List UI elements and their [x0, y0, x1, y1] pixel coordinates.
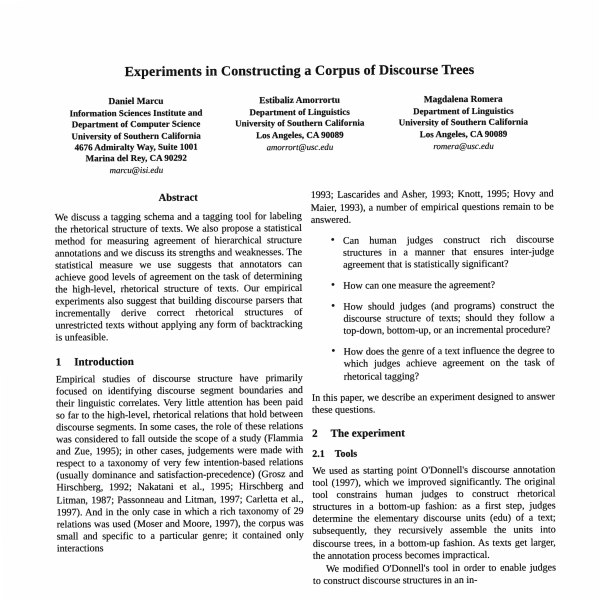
paper-statement-paragraph: In this paper, we describe an experiment designed to answer these questions.: [311, 391, 555, 416]
author-affiliation-line: University of Southern California: [71, 130, 201, 142]
bullet-item: [332, 346, 555, 384]
author-block: [381, 95, 545, 153]
author-name: Daniel Marcu: [108, 96, 164, 108]
section-title: The experiment: [330, 427, 405, 440]
modified-tool-paragraph: We modified O'Donnell's tool in order to enable judges to construct discourse structures in an in-: [313, 562, 556, 587]
author-affiliation-line: University of Southern California: [398, 117, 529, 128]
author-name: Magdalena Romera: [423, 94, 503, 106]
author-affiliation-line: Los Angeles, CA 90089: [256, 129, 344, 140]
bullet-text: How does the genre of a text influence the degree to which judges achieve agreement on the task of rhetorical tagging?: [343, 345, 555, 383]
author-email: romera@usc.edu: [433, 140, 494, 151]
bullet-icon: [332, 346, 336, 358]
research-questions-list: [311, 234, 555, 383]
authors-row: [54, 95, 545, 177]
section-number: 1: [55, 356, 62, 369]
introduction-paragraph: Empirical studies of discourse structure have primarily focused on identifying discourse segment boundaries and their linguistic correlates. Very little attention has been paid so far to the high-level, rhetorical relations that hold between discourse segments. In some cases, the role of these relations was considered to fall outside the scope of a study (Flammia and Zue, 1995); in other cases, judgements were made with respect to a taxonomy of very few intention-based relations (usually dominance and satisfaction-precedence) (Grosz and Hirschberg, 1992; Nakatani et al., 1995; Hirschberg and Litman, 1987; Passonneau and Litman, 1997; Carletta et al., 1997). And in the only case in which a rich taxonomy of 29 relations was used (Moser and Moore, 1997), the corpus was small and specific to a particular genre; it contained only interactions: [55, 372, 304, 555]
author-affiliation-line: Marina del Rey, CA 90292: [85, 152, 187, 164]
section-number: 2.1: [312, 448, 325, 460]
author-email: marcu@isi.edu: [109, 165, 164, 176]
column-left: [55, 190, 304, 590]
abstract-text: We discuss a tagging schema and a tagging tool for labeling the rhetorical structure of texts. We also propose a statistical method for measuring agreement of hierarchical structure annotations and we discuss its strengths and weaknesses. The statistical measure we use suggests that annotators can achieve good levels of agreement on the task of determining the high-level, rhetorical structure of texts. Our empirical experiments also suggest that building discourse parsers that incrementally derive correct rhetorical structures of unrestricted texts without applying any form of backtracking is unfeasible.: [54, 210, 303, 344]
author-block: [218, 95, 382, 153]
section-heading-experiment: [312, 426, 555, 440]
author-affiliation-line: Department of Linguistics: [249, 106, 350, 118]
continuation-paragraph: 1993; Lascarides and Asher, 1993; Knott, 1995; Hovy and Maier, 1993), a number of empirical questions remain to be answered.: [310, 188, 554, 226]
bullet-text: How can one measure the agreement?: [343, 279, 496, 292]
section-heading-introduction: [56, 355, 303, 369]
bullet-text: Can human judges construct rich discourse structures in a manner that ensures inter-judge agreement that is statistically significant?: [342, 234, 555, 271]
author-affiliation-line: Information Sciences Institute and: [69, 107, 203, 119]
bullet-text: How should judges (and programs) construct the discourse structure of texts; should they follow a top-down, bottom-up, or an incremental procedure?: [343, 300, 555, 338]
author-block: [54, 96, 218, 176]
author-affiliation-line: Department of Computer Science: [71, 119, 201, 130]
bullet-icon: [331, 280, 335, 292]
bullet-item: [331, 279, 554, 292]
column-right: [311, 189, 556, 589]
section-number: 2: [312, 427, 318, 440]
section-title: Tools: [334, 448, 358, 460]
author-affiliation-line: Los Angeles, CA 90089: [419, 128, 508, 139]
author-email: amorrort@usc.edu: [266, 141, 334, 153]
bullet-icon: [331, 301, 335, 313]
tools-paragraph: We used as starting point O'Donnell's discourse annotation tool (1997), which we improved significantly. The original tool constrains human judges to construct rhetorical structures in a bottom-up fashion: as a first step, judges determine the elementary discourse units (edu) of a text; subsequently, they recursively assemble the units into discourse trees, in a bottom-up fashion. As texts get larger, the annotation process becomes impractical.: [312, 464, 556, 562]
author-name: Estibaliz Amorrortu: [259, 95, 340, 107]
bullet-icon: [331, 234, 335, 246]
two-column-body: [54, 188, 556, 591]
author-affiliation-line: 4676 Admiralty Way, Suite 1001: [74, 141, 198, 153]
subsection-heading-tools: [312, 447, 555, 461]
bullet-item: [331, 301, 554, 339]
author-affiliation-line: Department of Linguistics: [413, 105, 514, 117]
section-title: Introduction: [74, 355, 134, 368]
page-title: Experiments in Constructing a Corpus of Discourse Trees: [124, 62, 475, 81]
bullet-item: [331, 234, 554, 272]
author-affiliation-line: University of Southern California: [235, 118, 365, 129]
abstract-heading: Abstract: [158, 193, 198, 205]
